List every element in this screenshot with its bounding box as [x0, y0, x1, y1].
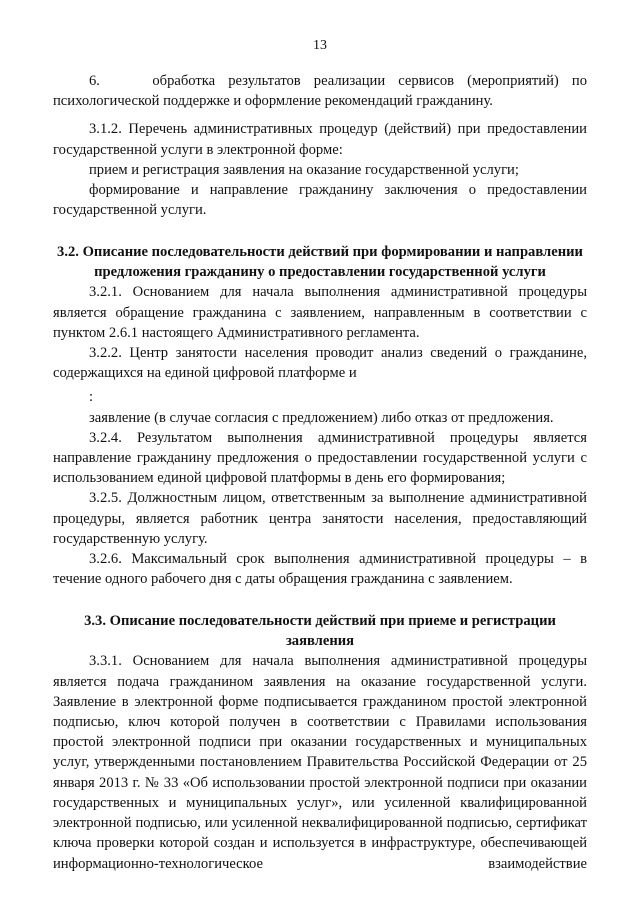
paragraph-3-3-1: 3.3.1. Основанием для начала выполнения административной процедуры является подача гражданином заявления на оказание государственной услуги. Заявление в электронной форме подписывается гражданином простой электронной подписью, ключ которой получен в соответствии с Правилами использования простой электронной подписи при оказании государственных и муниципальных услуг, утвержденными постановлением Правительства Российской Федерации от 25 января 2013 г. № 33 «Об использовании простой электронной подписи при оказании государственных и муниципальных услуг», или усиленной квалифицированной электронной подписью, или усиленной неквалифицированной подписью, сертификат ключа проверки которой создан и используется в инфраструктуре, обеспечивающей информационно-технологическое взаимодействие: [53, 653, 587, 872]
paragraph-application: заявление (в случае согласия с предложением) либо отказ от предложения.: [89, 409, 554, 426]
paragraph-colon: :: [89, 389, 94, 406]
paragraph-3-2-1: 3.2.1. Основанием для начала выполнения административной процедуры является обращение гражданина с заявлением, направленным в соответствии с пунктом 2.6.1 настоящего Административного регламента.: [53, 284, 587, 341]
paragraph-3-1-2: 3.1.2. Перечень административных процедур (действий) при предоставлении государственной услуги в электронной форме:: [53, 121, 587, 158]
paragraph-3-2-6: 3.2.6. Максимальный срок выполнения административной процедуры – в течение одного рабочего дня с даты обращения гражданина с заявлением.: [53, 551, 587, 588]
paragraph-3-2-4: 3.2.4. Результатом выполнения административной процедуры является направление гражданину предложения о предоставлении государственной услуги с использованием единой цифровой платформы в день его формирования;: [53, 429, 587, 487]
paragraph-3-2-5: 3.2.5. Должностным лицом, ответственным за выполнение административной процедуры, является работник центра занятости населения, предоставляющий государственную услугу.: [53, 490, 587, 547]
section-heading-3-3: 3.3. Описание последовательности действий при приеме и регистрации заявления: [84, 613, 556, 650]
page-number: 13: [313, 38, 327, 53]
paragraph-item-6: 6. обработка результатов реализации сервисов (мероприятий) по психологической поддержке и оформление рекомендаций гражданину.: [53, 73, 587, 110]
section-heading-3-2: 3.2. Описание последовательности действий при формировании и направлении предложения гражданину о предоставлении государственной услуги: [57, 244, 583, 281]
document-body: [53, 71, 587, 874]
paragraph-list-item-1: прием и регистрация заявления на оказание государственной услуги;: [89, 161, 519, 178]
paragraph-3-2-2: 3.2.2. Центр занятости населения проводит анализ сведений о гражданине, содержащихся на единой цифровой платформе и: [53, 345, 587, 382]
paragraph-list-item-2: формирование и направление гражданину заключения о предоставлении государственной услуги.: [53, 182, 587, 219]
